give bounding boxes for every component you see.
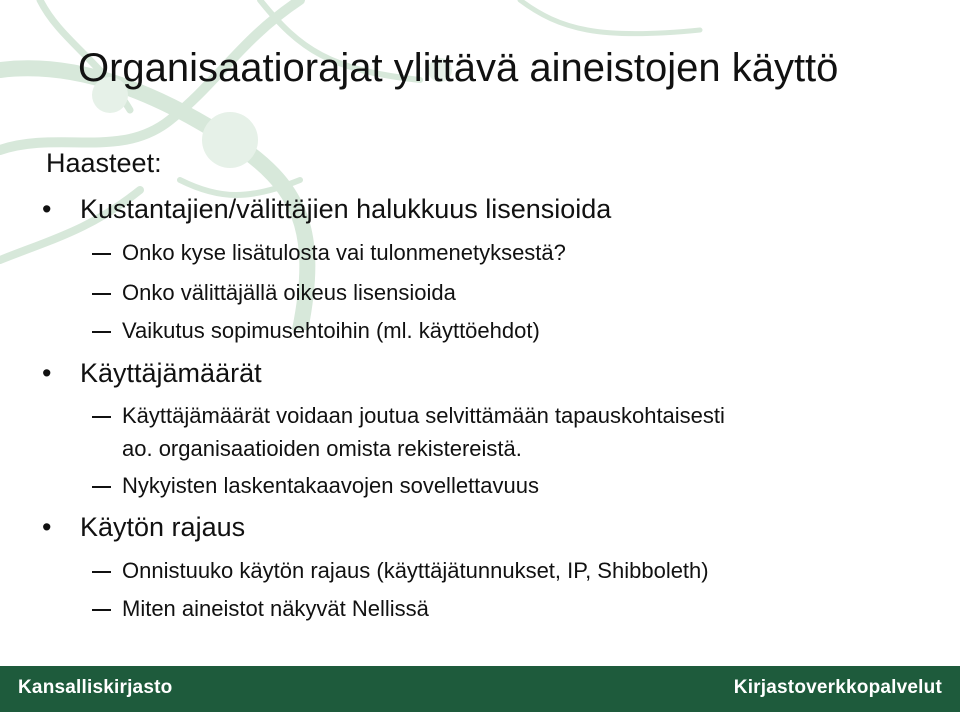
bullet-icon: • bbox=[42, 512, 52, 542]
dash-icon bbox=[92, 571, 111, 573]
bullet-label: Käyttäjämäärät bbox=[80, 358, 262, 388]
bullet-label: Käytön rajaus bbox=[80, 512, 246, 542]
bullet-publisher-willingness bbox=[42, 194, 612, 225]
slide-title: Organisaatiorajat ylittävä aineistojen käyttö bbox=[78, 46, 839, 90]
dash-icon bbox=[92, 253, 111, 255]
sub-bullet: Nykyisten laskentakaavojen sovellettavuus bbox=[122, 473, 539, 499]
section-heading: Haasteet: bbox=[46, 148, 162, 178]
sub-bullet-continuation: ao. organisaatioiden omista rekistereistä. bbox=[122, 436, 522, 461]
bullet-usage-restriction bbox=[42, 512, 246, 543]
footer-logo-kansalliskirjasto: Kansalliskirjasto bbox=[18, 677, 173, 698]
sub-bullet: Käyttäjämäärät voidaan joutua selvittämään tapauskohtaisesti bbox=[122, 403, 725, 429]
bullet-user-counts bbox=[42, 358, 262, 389]
sub-bullet: Onko kyse lisätulosta vai tulonmenetyksestä? bbox=[122, 240, 566, 266]
footer-bar bbox=[0, 666, 960, 712]
bullet-icon: • bbox=[42, 358, 52, 388]
dash-icon bbox=[92, 416, 111, 418]
dash-icon bbox=[92, 609, 111, 611]
sub-bullet: Vaikutus sopimusehtoihin (ml. käyttöehdot) bbox=[122, 318, 540, 344]
sub-bullet: Onnistuuko käytön rajaus (käyttäjätunnukset, IP, Shibboleth) bbox=[122, 558, 709, 584]
dash-icon bbox=[92, 293, 111, 295]
dash-icon bbox=[92, 486, 111, 488]
bullet-label: Kustantajien/välittäjien halukkuus lisensioida bbox=[80, 194, 612, 224]
bullet-icon: • bbox=[42, 194, 52, 224]
dash-icon bbox=[92, 331, 111, 333]
sub-bullet: Onko välittäjällä oikeus lisensioida bbox=[122, 280, 456, 306]
footer-logo-kirjastoverkkopalvelut: Kirjastoverkkopalvelut bbox=[733, 677, 942, 698]
sub-bullet: Miten aineistot näkyvät Nellissä bbox=[122, 596, 429, 622]
